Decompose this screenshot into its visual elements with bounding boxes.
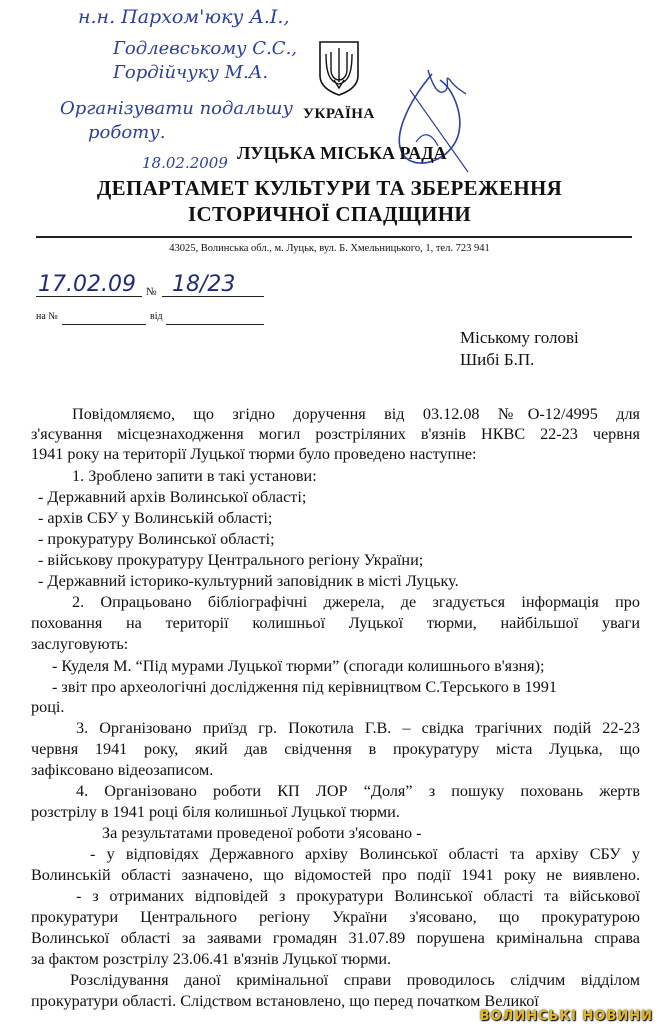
watermark: ВОЛИНСЬКІ НОВИНИ: [479, 1009, 653, 1024]
department-title-line-2: ІСТОРИЧНОЇ СПАДЩИНИ: [188, 202, 471, 226]
body-line: зафіксовано відеозаписом.: [31, 761, 214, 779]
body-line: за фактом розстрілу 23.06.41 в'язнів Луцької тюрми.: [31, 950, 392, 968]
coat-of-arms-icon: [318, 40, 360, 96]
body-line: розстрілу в 1941 році біля колишньої Луцької тюрми.: [31, 803, 400, 821]
reference-label: на №: [36, 311, 58, 322]
body-line: заслуговують:: [31, 635, 129, 653]
body-line: Волинській області зазначено, що відомостей про події 1941 року не виявлено.: [31, 866, 640, 884]
body-line: з'ясування місцезнаходження могил розстріляних в'язнів НКВС 22-23 червня: [31, 425, 640, 443]
addressee-title: Міському голові: [460, 328, 579, 347]
resolution-line-1: н.н. Пархом'юку А.І.,: [78, 6, 290, 28]
date-underline: [36, 296, 142, 297]
body-line: 4. Організовано роботи КП ЛОР “Доля” з пошуку поховань жертв: [76, 782, 640, 800]
body-line: - Куделя М. “Під мурами Луцької тюрми” (спогади колишнього в'язня);: [52, 657, 545, 675]
body-line: 1. Зроблено запити в такі установи:: [72, 467, 317, 485]
country-title: УКРАЇНА: [303, 106, 375, 122]
reference-underline: [62, 324, 146, 325]
body-line: - прокуратуру Волинської області;: [38, 530, 275, 548]
header-divider: [36, 236, 632, 238]
number-sign: №: [146, 286, 157, 298]
body-line: 1941 року на території Луцької тюрми було проведено наступне:: [31, 445, 477, 463]
address-line: 43025, Волинська обл., м. Луцьк, вул. Б. Хмельницького, 1, тел. 723 941: [169, 243, 490, 254]
body-line: За результатами проведеної роботи з'ясовано -: [102, 824, 422, 842]
resolution-line-5: роботу.: [88, 122, 166, 143]
body-line: - Державний архів Волинської області;: [38, 488, 307, 506]
department-title-line-1: ДЕПАРТАМЕТ КУЛЬТУРИ ТА ЗБЕРЕЖЕННЯ: [96, 176, 563, 200]
body-line: - з отриманих відповідей з прокуратури Волинської області та військової: [76, 887, 640, 905]
body-line: - звіт про археологічні дослідження під керівництвом С.Терського в 1991: [52, 678, 557, 696]
number-underline: [162, 296, 264, 297]
body-line: 3. Організовано приїзд гр. Покотила Г.В. – свідка трагічних подій 22-23: [76, 719, 640, 737]
resolution-date: 18.02.2009: [142, 154, 228, 172]
body-line: 2. Опрацьовано бібліографічні джерела, де згадується інформація про: [72, 593, 640, 611]
body-line: прокуратури Центрального регіону України з'ясовано, що прокуратурою: [31, 908, 640, 926]
resolution-line-2: Годлевському С.С.,: [113, 38, 298, 59]
from-label: від: [150, 311, 163, 322]
body-line: році.: [31, 698, 65, 716]
council-title: ЛУЦЬКА МІСЬКА РАДА: [237, 143, 447, 163]
body-line: червня 1941 року, який дав свідчення в прокуратуру міста Луцька, що: [31, 740, 640, 758]
body-line: прокуратури області. Слідством встановлено, що перед початком Великої: [31, 992, 539, 1010]
initials-icon: [420, 60, 470, 110]
addressee-name: Шибі Б.П.: [460, 350, 535, 369]
body-line: поховання на території колишньої Луцької тюрми, найбільшої уваги: [31, 614, 640, 632]
body-line: - архів СБУ у Волинській області;: [38, 509, 273, 527]
resolution-line-3: Гордійчуку М.А.: [113, 62, 269, 83]
body-line: Повідомляємо, що згідно доручення від 03.12.08 №О-12/4995 для: [72, 405, 640, 423]
outgoing-date: 17.02.09: [38, 272, 136, 297]
from-underline: [166, 324, 264, 325]
body-line: - у відповідях Державного архіву Волинської області та архіву СБУ у: [90, 845, 640, 863]
body-line: Розслідування даної кримінальної справи проводилось слідчим відділом: [70, 971, 640, 989]
body-line: - Державний історико-культурний заповідник в місті Луцьку.: [38, 572, 459, 590]
body-line: - військову прокуратуру Центрального регіону України;: [38, 551, 424, 569]
resolution-line-4: Організувати подальшу: [60, 98, 293, 119]
body-line: Волинської області за заявами громадян 31.07.89 порушена кримінальна справа: [31, 929, 640, 947]
outgoing-number: 18/23: [172, 272, 236, 297]
